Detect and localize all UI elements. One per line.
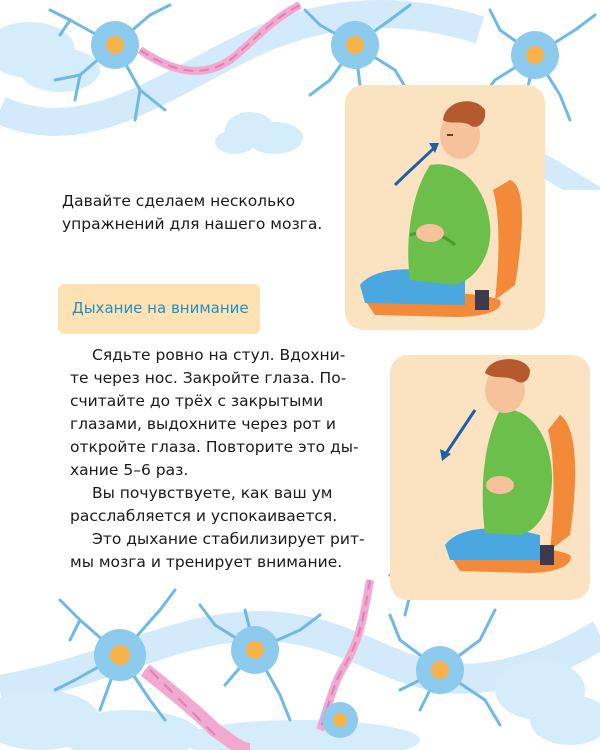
section-title: Дыхание на внимание xyxy=(72,299,249,317)
text-line: те через нос. Закройте глаза. По- xyxy=(70,369,347,387)
intro-line: упражнений для нашего мозга. xyxy=(62,215,323,233)
text-line: считайте до трёх с закрытыми xyxy=(70,392,324,410)
text-line: Это дыхание стабилизирует рит- xyxy=(92,530,365,548)
text-line: Сядьте ровно на стул. Вдохни- xyxy=(92,346,346,364)
text-line: Вы почувствуете, как ваш ум xyxy=(92,484,333,502)
text-line: мы мозга и тренирует внимание. xyxy=(70,553,343,571)
text-line: откройте глаза. Повторите это ды- xyxy=(70,438,359,456)
intro-text xyxy=(62,190,342,236)
text-line: глазами, выдохните через рот и xyxy=(70,415,336,433)
text-line: расслабляется и успокаивается. xyxy=(70,507,338,525)
exhale-illustration xyxy=(390,355,590,605)
inhale-illustration xyxy=(335,85,550,335)
intro-line: Давайте сделаем несколько xyxy=(62,192,296,210)
exercise-text xyxy=(70,344,375,574)
text-line: хание 5–6 раз. xyxy=(70,461,189,479)
